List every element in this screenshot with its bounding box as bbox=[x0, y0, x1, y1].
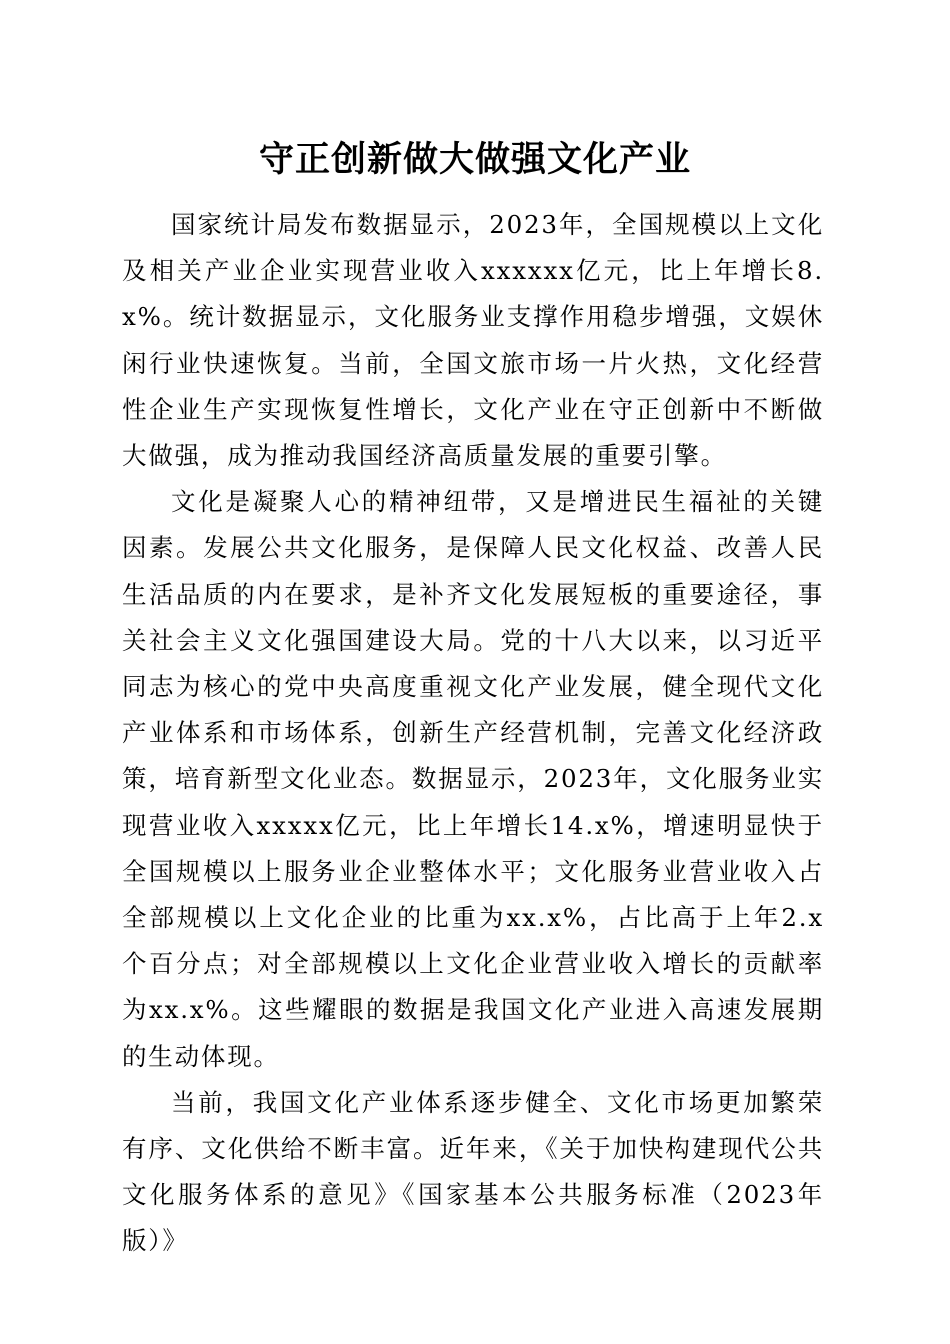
document-body bbox=[122, 202, 824, 1265]
paragraph-3: 当前，我国文化产业体系逐步健全、文化市场更加繁荣有序、文化供给不断丰富。近年来，《关于加快构建现代公共文化服务体系的意见》《国家基本公共服务标准（2023年版）》 bbox=[122, 1087, 824, 1256]
paragraph-2: 文化是凝聚人心的精神纽带，又是增进民生福祉的关键因素。发展公共文化服务，是保障人民文化权益、改善人民生活品质的内在要求，是补齐文化发展短板的重要途径，事关社会主义文化强国建设大局。党的十八大以来，以习近平同志为核心的党中央高度重视文化产业发展，健全现代文化产业体系和市场体系，创新生产经营机制，完善文化经济政策，培育新型文化业态。数据显示，2023年，文化服务业实现营业收入xxxxx亿元，比上年增长14.x%，增速明显快于全国规模以上服务业企业整体水平；文化服务业营业收入占全部规模以上文化企业的比重为xx.x%，占比高于上年2.x个百分点；对全部规模以上文化企业营业收入增长的贡献率为xx.x%。这些耀眼的数据是我国文化产业进入高速发展期的生动体现。 bbox=[122, 487, 824, 1071]
paragraph-1: 国家统计局发布数据显示，2023年，全国规模以上文化及相关产业企业实现营业收入xxxxxx亿元，比上年增长8.x%。统计数据显示，文化服务业支撑作用稳步增强，文娱休闲行业快速恢复。当前，全国文旅市场一片火热，文化经营性企业生产实现恢复性增长，文化产业在守正创新中不断做大做强，成为推动我国经济高质量发展的重要引擎。 bbox=[122, 210, 824, 471]
document-title: 守正创新做大做强文化产业 bbox=[258, 139, 691, 180]
